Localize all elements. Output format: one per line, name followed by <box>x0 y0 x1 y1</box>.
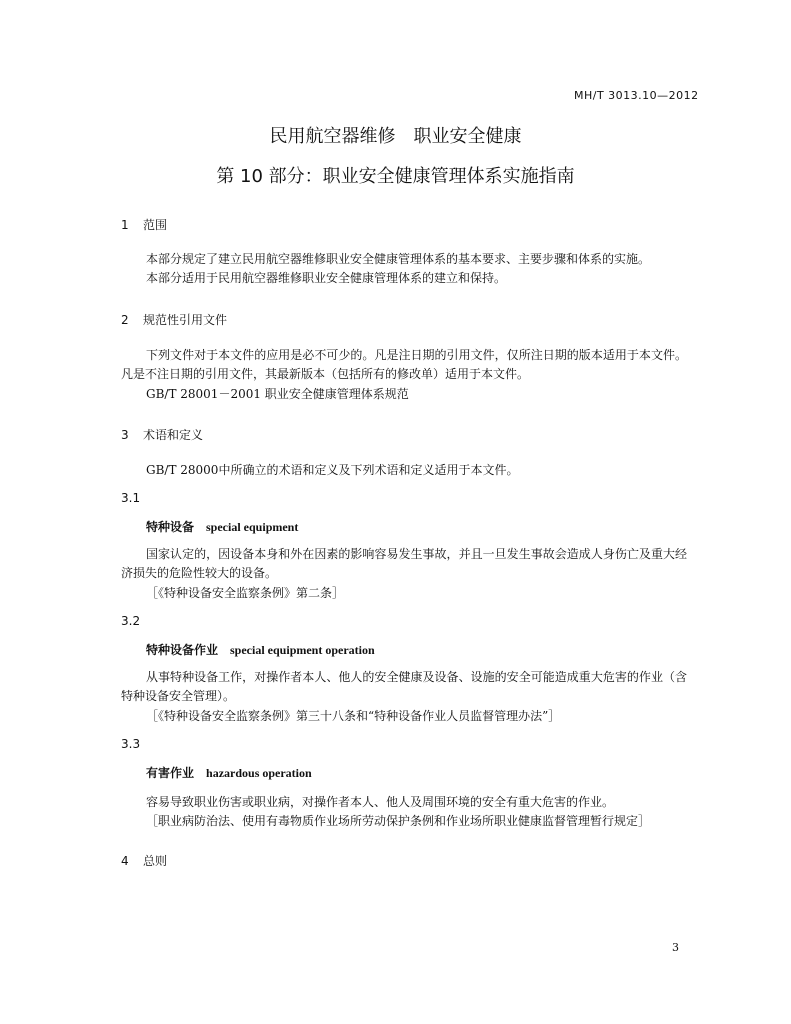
clause-number: 3.1 <box>121 491 141 505</box>
paragraph: GB/T 28000中所确立的术语和定义及下列术语和定义适用于本文件。 <box>146 463 519 477</box>
document-subtitle: 第 10 部分：职业安全健康管理体系实施指南 <box>216 166 575 187</box>
section-title: 总则 <box>143 854 168 868</box>
term-entry <box>146 641 375 658</box>
section-3-heading <box>121 426 203 443</box>
section-title: 规范性引用文件 <box>143 313 228 327</box>
clause-number: 3.3 <box>121 737 141 751</box>
term-source: ［《特种设备安全监察条例》第二条］ <box>146 586 345 600</box>
term-entry <box>146 518 298 535</box>
section-2-heading <box>121 311 227 328</box>
paragraph: 下列文件对于本文件的应用是必不可少的。凡是注日期的引用文件，仅所注日期的版本适用于本文件。凡是不注日期的引用文件，其最新版本（包括所有的修改单）适用于本文件。 <box>121 348 687 381</box>
paragraph: 本部分规定了建立民用航空器维修职业安全健康管理体系的基本要求、主要步骤和体系的实施。 <box>146 252 651 266</box>
normative-reference: GB/T 28001－2001 职业安全健康管理体系规范 <box>146 387 409 401</box>
document-title: 民用航空器维修 职业安全健康 <box>269 126 522 147</box>
term-definition: 国家认定的，因设备本身和外在因素的影响容易发生事故，并且一旦发生事故会造成人身伤亡及重大经济损失的危险性较大的设备。 <box>121 547 687 580</box>
section-4-heading <box>121 852 167 869</box>
term-entry <box>146 764 312 781</box>
paragraph: 本部分适用于民用航空器维修职业安全健康管理体系的建立和保持。 <box>146 271 507 285</box>
section-number: 4 <box>121 854 129 868</box>
term-chinese: 有害作业 <box>146 766 195 780</box>
section-number: 3 <box>121 428 129 442</box>
term-source: ［《特种设备安全监察条例》第三十八条和“特种设备作业人员监督管理办法”］ <box>146 709 561 723</box>
term-chinese: 特种设备 <box>146 520 195 534</box>
term-source: ［职业病防治法、使用有毒物质作业场所劳动保护条例和作业场所职业健康监督管理暂行规定］ <box>146 814 651 828</box>
section-title: 术语和定义 <box>143 428 204 442</box>
page-number: 3 <box>672 941 679 954</box>
section-number: 2 <box>121 313 129 327</box>
section-number: 1 <box>121 218 129 232</box>
term-definition: 容易导致职业伤害或职业病，对操作者本人、他人及周围环境的安全有重大危害的作业。 <box>146 795 615 809</box>
section-title: 范围 <box>143 218 168 232</box>
term-chinese: 特种设备作业 <box>146 643 219 657</box>
term-english: special equipment <box>206 520 299 534</box>
document-code: MH/T 3013.10—2012 <box>574 89 699 102</box>
clause-number: 3.2 <box>121 614 141 628</box>
term-english: hazardous operation <box>206 766 312 780</box>
term-english: special equipment operation <box>230 643 375 657</box>
section-1-heading <box>121 216 167 233</box>
term-definition: 从事特种设备工作，对操作者本人、他人的安全健康及设备、设施的安全可能造成重大危害的作业（含特种设备安全管理）。 <box>121 670 687 703</box>
